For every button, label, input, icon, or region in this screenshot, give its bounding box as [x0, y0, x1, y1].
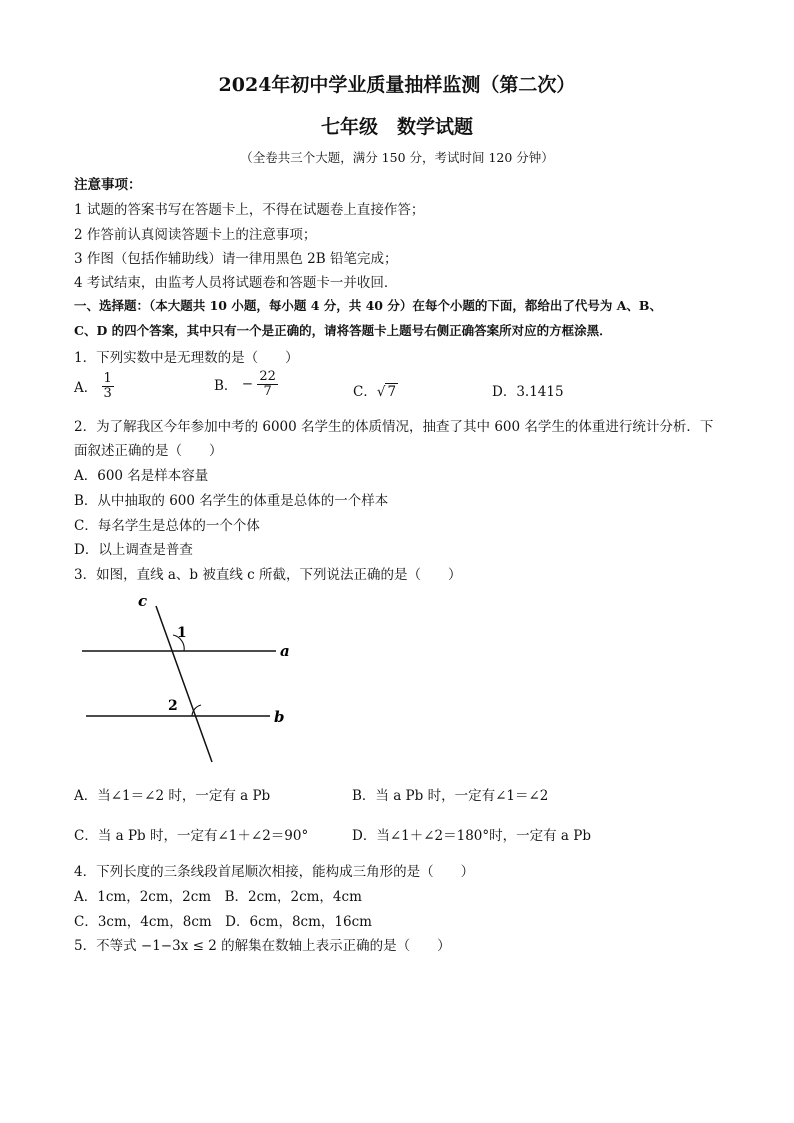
q1-c-label: C． — [353, 384, 377, 400]
q1-b-denominator: 7 — [263, 383, 272, 399]
q3-figure — [74, 588, 306, 768]
exam-info: （全卷共三个大题，满分 150 分，考试时间 120 分钟） — [240, 150, 554, 165]
q2-option-a: A．600 名是样本容量 — [74, 468, 209, 484]
q1-a-fraction — [102, 372, 114, 400]
page-title: 2024年初中学业质量抽样监测（第二次） — [218, 74, 576, 96]
q4-stem: 4．下列长度的三条线段首尾顺次相接，能构成三角形的是（ ） — [74, 864, 475, 880]
q1-stem: 1．下列实数中是无理数的是（ ） — [74, 350, 299, 366]
q1-b-sign: − — [241, 376, 254, 393]
q1-a-denominator: 3 — [103, 385, 112, 401]
label-c: c — [138, 592, 148, 610]
q2-stem-line1: 2．为了解我区今年参加中考的 6000 名学生的体质情况，抽查了其中 600 名学生的体重进行统计分析．下 — [74, 419, 714, 435]
q3-stem: 3．如图，直线 a、b 被直线 c 所截，下列说法正确的是（ ） — [74, 567, 462, 583]
q2-stem-line2: 面叙述正确的是（ ） — [74, 443, 223, 459]
label-a: a — [280, 642, 290, 660]
q1-option-a — [74, 372, 114, 400]
page-subtitle: 七年级 数学试题 — [320, 116, 473, 138]
q1-c-radicand: 7 — [387, 384, 397, 400]
q2-option-b: B．从中抽取的 600 名学生的体重是总体的一个样本 — [74, 493, 389, 509]
q4-options-cd: C．3cm，4cm，8cm D．6cm，8cm，16cm — [74, 914, 372, 930]
q1-b-numerator: 22 — [259, 369, 276, 384]
q3-option-b: B．当 a Pb 时，一定有∠1＝∠2 — [352, 788, 549, 804]
q1-b-label: B． — [214, 378, 238, 395]
q1-option-d: D．3.1415 — [492, 384, 564, 400]
q1-a-numerator: 1 — [103, 371, 112, 386]
q4-options-ab: A．1cm，2cm，2cm B．2cm，2cm，4cm — [74, 889, 362, 905]
q3-option-d: D．当∠1＋∠2＝180°时，一定有 a Pb — [352, 828, 591, 844]
note-item: 2 作答前认真阅读答题卡上的注意事项； — [74, 227, 317, 243]
label-2: 2 — [168, 698, 178, 714]
notes-heading: 注意事项： — [74, 177, 142, 193]
note-item: 4 考试结束，由监考人员将试题卷和答题卡一并收回． — [74, 275, 398, 291]
q1-b-fraction — [257, 370, 278, 398]
label-1: 1 — [177, 625, 187, 641]
q2-option-c: C．每名学生是总体的一个个体 — [74, 518, 260, 534]
q1-option-c — [353, 380, 398, 400]
sqrt-icon: √ — [376, 384, 386, 400]
q1-a-label: A． — [74, 380, 98, 397]
angle-2-arc — [192, 705, 201, 716]
section-heading-line2: C、D 的四个答案，其中只有一个是正确的，请将答题卡上题号右侧正确答案所对应的方框涂黑． — [74, 323, 612, 338]
q5-stem: 5．不等式 −1−3x ≤ 2 的解集在数轴上表示正确的是（ ） — [74, 938, 451, 954]
section-heading-line1: 一、选择题：（本大题共 10 小题，每小题 4 分，共 40 分）在每个小题的下面，都给出了代号为 A、B、 — [74, 298, 662, 313]
q3-option-c: C．当 a Pb 时，一定有∠1＋∠2＝90° — [74, 828, 309, 844]
q2-option-d: D．以上调查是普查 — [74, 542, 193, 558]
note-item: 3 作图（包括作辅助线）请一律用黑色 2B 铅笔完成； — [74, 251, 398, 267]
note-item: 1 试题的答案书写在答题卡上，不得在试题卷上直接作答； — [74, 202, 425, 218]
q1-option-b — [214, 370, 278, 398]
q3-option-a: A．当∠1＝∠2 时，一定有 a Pb — [74, 788, 271, 804]
label-b: b — [274, 708, 285, 726]
